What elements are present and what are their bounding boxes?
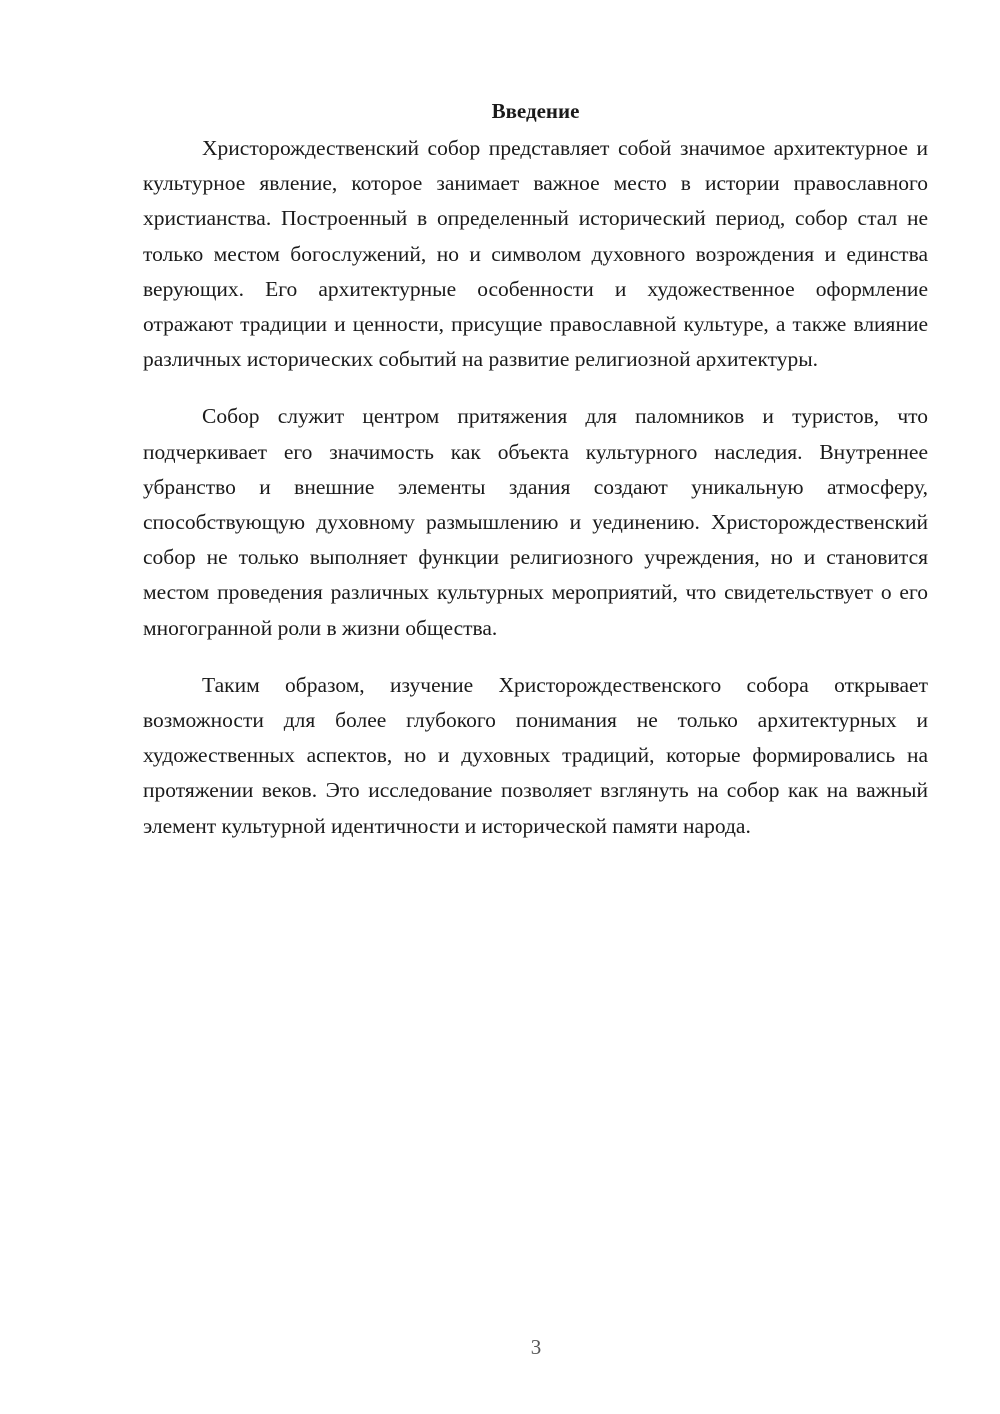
- paragraph-1: Христорождественский собор представляет собой значимое архитектурное и культурное явление, которое занимает важное место в истории православного христианства. Построенный в определенный исторический период, собор стал не только местом богослужений, но и символом духовного возрождения и единства верующих. Его архитектурные особенности и художественное оформление отражают традиции и ценности, присущие православной культуре, а также влияние различных исторических событий на развитие религиозной архитектуры.: [143, 136, 928, 372]
- paragraph-3: Таким образом, изучение Христорождественского собора открывает возможности для более глубокого понимания не только архитектурных и художественных аспектов, но и духовных традиций, которые формировались на протяжении веков. Это исследование позволяет взглянуть на собор как на важный элемент культурной идентичности и исторической памяти народа.: [143, 672, 928, 838]
- page-content: [143, 96, 928, 866]
- paragraph-2: Собор служит центром притяжения для паломников и туристов, что подчеркивает его значимость как объекта культурного наследия. Внутреннее убранство и внешние элементы здания создают уникальную атмосферу, способствующую духовному размышлению и уединению. Христорождественский собор не только выполняет функции религиозного учреждения, но и становится местом проведения различных культурных мероприятий, что свидетельствует о его многогранной роли в жизни общества.: [143, 404, 928, 640]
- page-number: 3: [530, 1335, 542, 1359]
- section-title: Введение: [491, 99, 580, 123]
